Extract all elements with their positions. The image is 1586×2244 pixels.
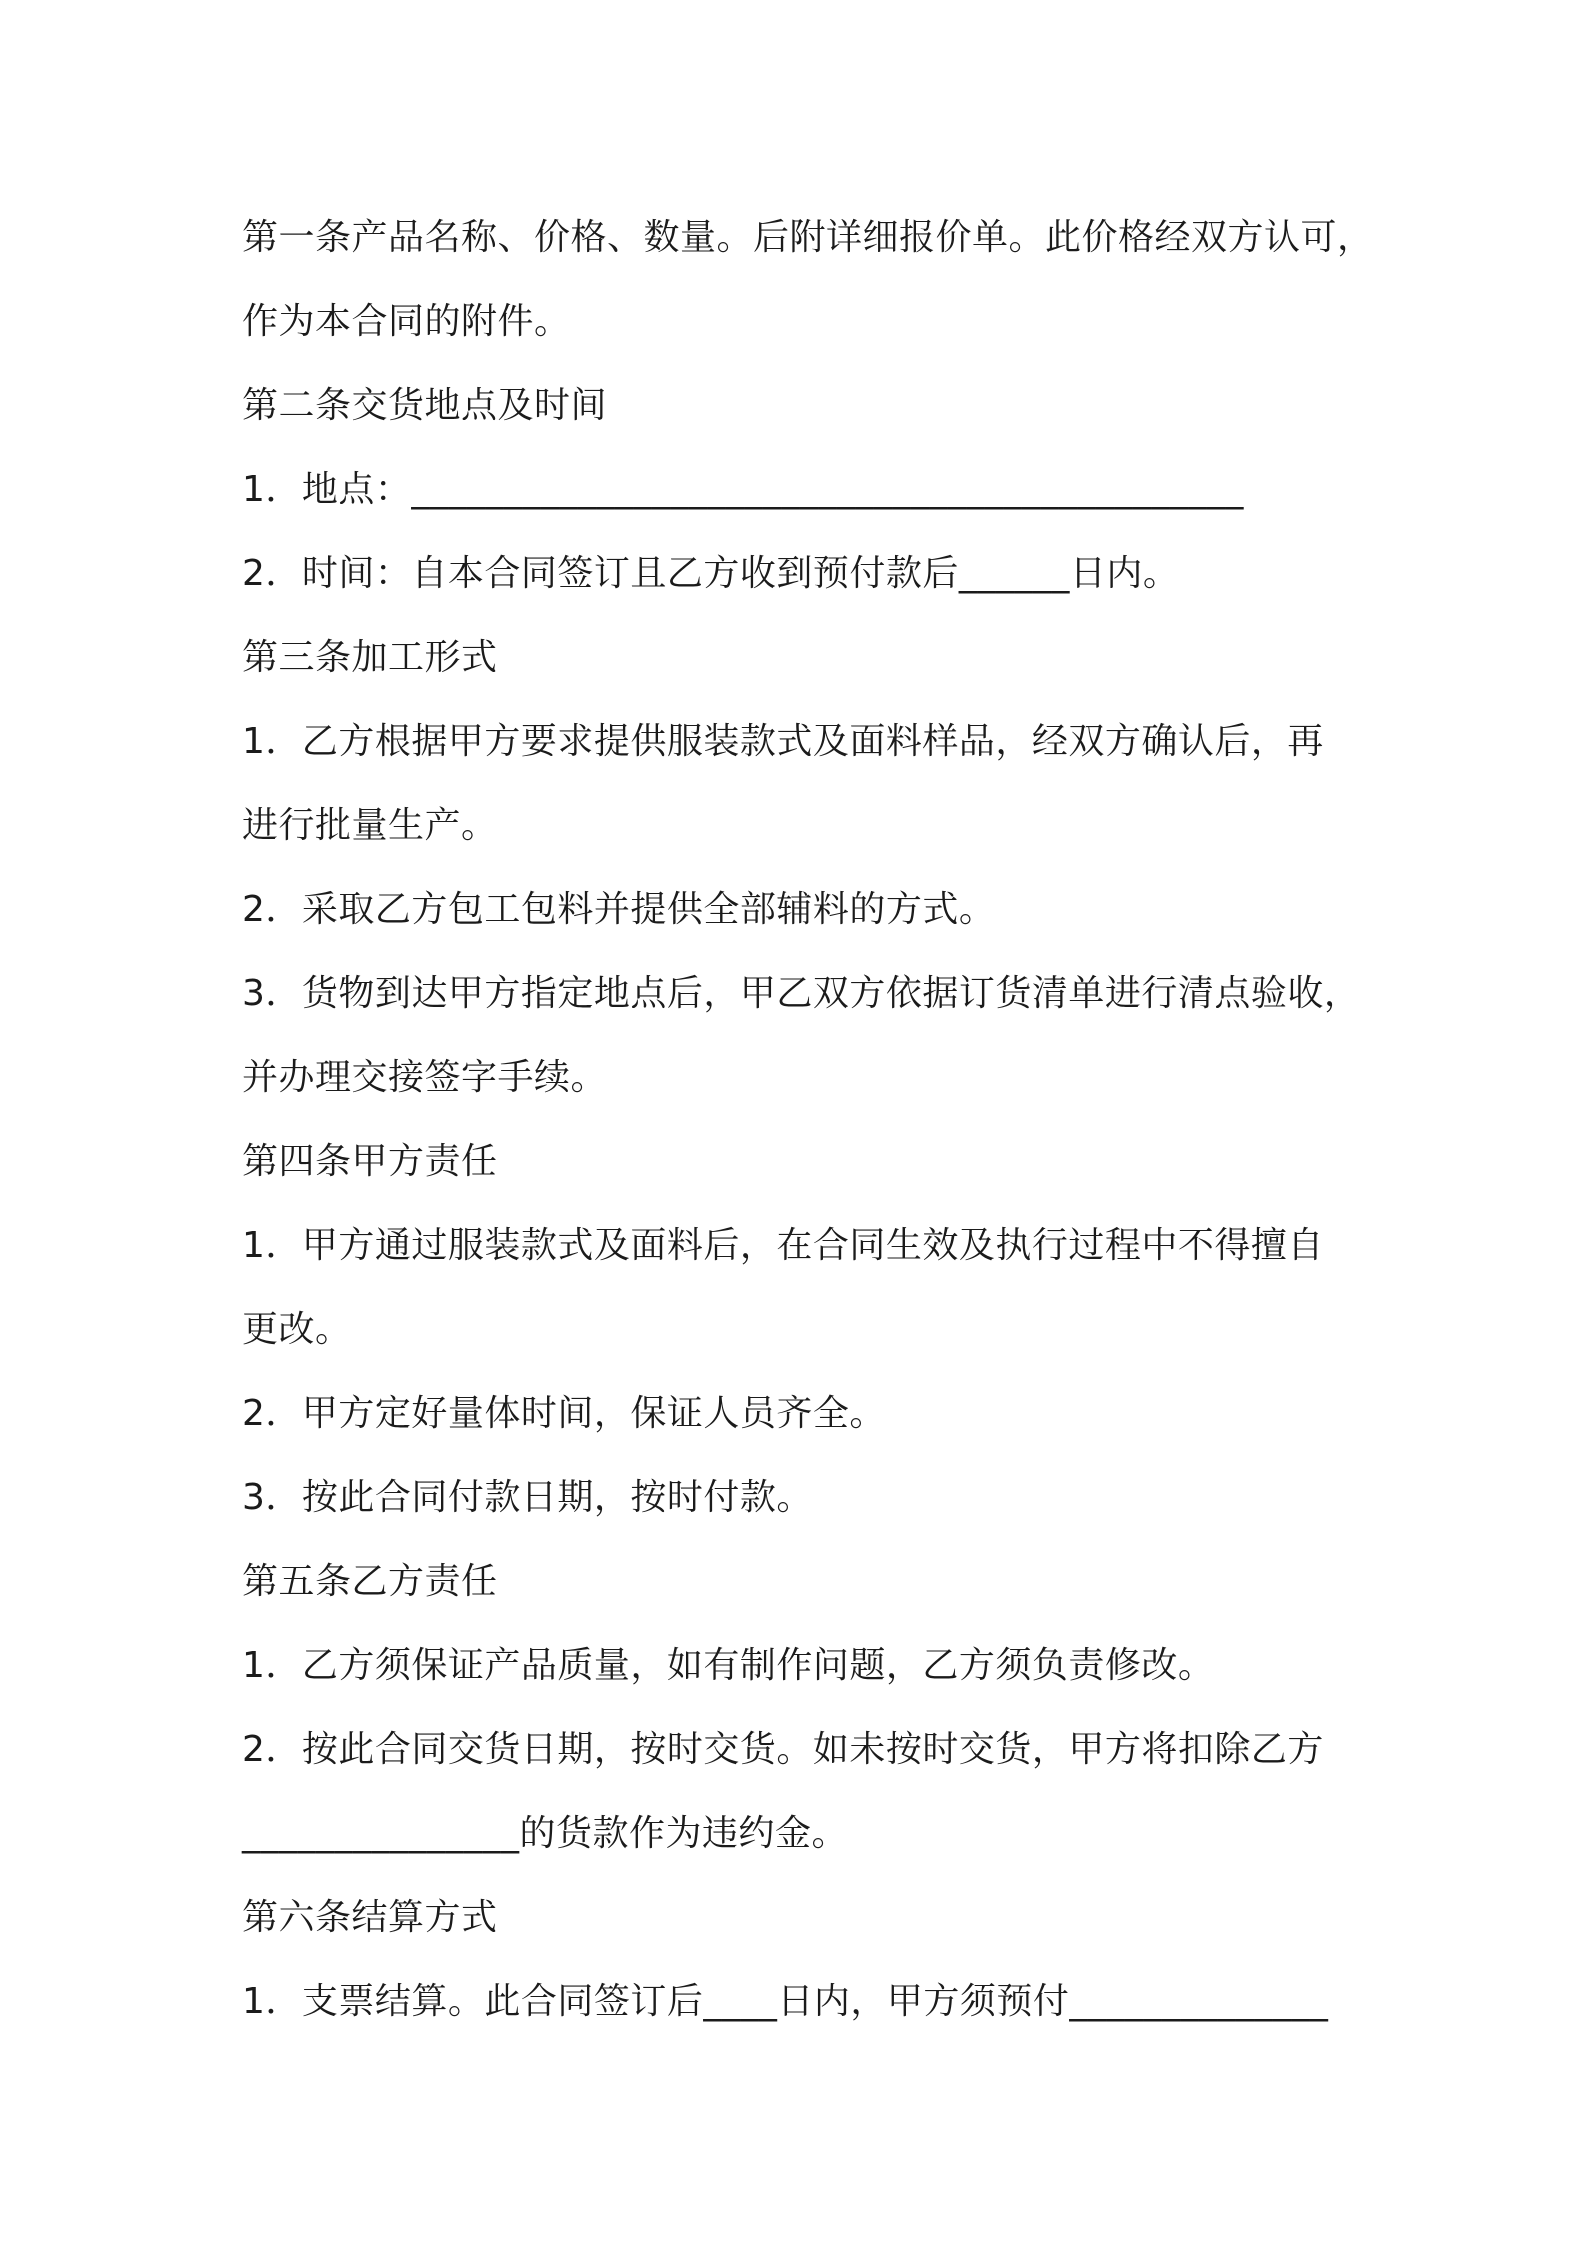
article-5-item-2-line-1: 2．按此合同交货日期，按时交货。如未按时交货，甲方将扣除乙方 [242, 1729, 1324, 1770]
article-3-heading: 第三条加工形式 [242, 637, 498, 678]
article-3-item-3-line-2: 并办理交接签字手续。 [242, 1057, 608, 1098]
article-4-item-3: 3．按此合同付款日期，按时付款。 [242, 1477, 813, 1518]
article-1-line-2: 作为本合同的附件。 [242, 301, 571, 342]
contract-text [242, 196, 1382, 2044]
article-3-item-2: 2．采取乙方包工包料并提供全部辅料的方式。 [242, 889, 996, 930]
article-6-heading: 第六条结算方式 [242, 1897, 498, 1938]
article-3-item-3-line-1: 3．货物到达甲方指定地点后，甲乙双方依据订货清单进行清点验收， [242, 973, 1361, 1014]
article-4-item-2: 2．甲方定好量体时间，保证人员齐全。 [242, 1393, 886, 1434]
article-1-line-1: 第一条产品名称、价格、数量。后附详细报价单。此价格经双方认可， [242, 217, 1374, 258]
article-3-item-1-line-2: 进行批量生产。 [242, 805, 498, 846]
article-6-item-1: 1．支票结算。此合同签订后____日内，甲方须预付______________ [242, 1981, 1329, 2022]
article-5-heading: 第五条乙方责任 [242, 1561, 498, 1602]
article-3-item-1-line-1: 1．乙方根据甲方要求提供服装款式及面料样品，经双方确认后，再 [242, 721, 1324, 762]
article-2-item-1: 1．地点：_____________________________________________ [242, 469, 1244, 510]
article-5-item-1: 1．乙方须保证产品质量，如有制作问题，乙方须负责修改。 [242, 1645, 1215, 1686]
article-4-item-1-line-1: 1．甲方通过服装款式及面料后，在合同生效及执行过程中不得擅自 [242, 1225, 1324, 1266]
article-4-item-1-line-2: 更改。 [242, 1309, 352, 1350]
article-4-heading: 第四条甲方责任 [242, 1141, 498, 1182]
article-2-item-2: 2．时间：自本合同签订且乙方收到预付款后______日内。 [242, 553, 1180, 594]
article-2-heading: 第二条交货地点及时间 [242, 385, 608, 426]
article-5-item-2-line-2: _______________的货款作为违约金。 [242, 1813, 849, 1854]
